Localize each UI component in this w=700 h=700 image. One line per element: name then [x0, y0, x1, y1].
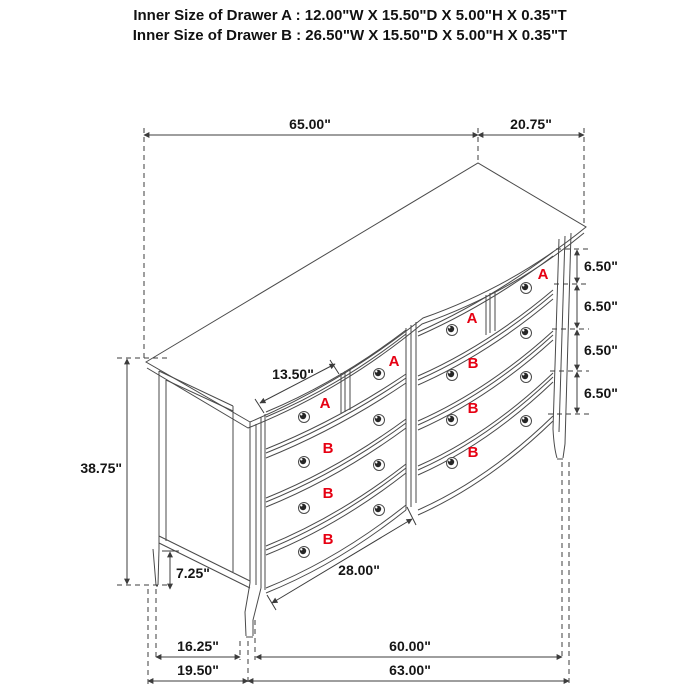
dim-width-overall-label: 63.00"	[389, 662, 431, 678]
knob-icon	[374, 460, 385, 471]
dim-top-depth	[478, 116, 584, 135]
dim-drawer-a-width-label: 13.50"	[272, 366, 314, 382]
knob-icon	[374, 505, 385, 516]
dresser-top-surface	[146, 163, 586, 428]
front-right-corner-post	[553, 233, 571, 459]
knob-icon	[447, 325, 458, 336]
knob-icon	[521, 328, 532, 339]
drawer-b-label: B	[467, 400, 479, 417]
drawer-a-label: A	[319, 395, 331, 412]
dim-drawer-height-label: 6.50"	[584, 258, 618, 274]
center-divider	[406, 322, 416, 510]
knob-icon	[521, 416, 532, 427]
drawer-a-label: A	[466, 310, 478, 327]
dim-depth-overall-label: 19.50"	[177, 662, 219, 678]
dim-drawer-heights	[548, 249, 618, 414]
knob-icon	[299, 412, 310, 423]
knob-icon	[447, 415, 458, 426]
dim-top-width-label: 65.00"	[289, 116, 331, 132]
front-left-corner-post	[250, 414, 265, 590]
drawer-b-label: B	[467, 444, 479, 461]
dim-drawer-height-label: 6.50"	[584, 298, 618, 314]
front-left-leg	[245, 583, 261, 637]
dim-depth-overall	[148, 662, 248, 681]
dim-depth-inner	[156, 638, 240, 657]
drawer-a-label: A	[388, 353, 400, 370]
drawer-b-label: B	[467, 355, 479, 372]
knob-icon	[374, 369, 385, 380]
dim-overall-height	[80, 358, 168, 585]
knob-icon	[299, 457, 310, 468]
knob-icon	[447, 458, 458, 469]
knob-icon	[299, 547, 310, 558]
dim-width-inner	[256, 638, 562, 657]
dim-overall-height-label: 38.75"	[80, 460, 122, 476]
knob-icon	[521, 372, 532, 383]
drawer-b-label: B	[322, 485, 334, 502]
knob-icon	[299, 503, 310, 514]
drawer-b-label: B	[322, 440, 334, 457]
knob-icon	[374, 415, 385, 426]
dim-drawer-b-width	[267, 507, 416, 610]
dim-drawer-height-label: 6.50"	[584, 342, 618, 358]
dim-drawer-height-label: 6.50"	[584, 385, 618, 401]
knob-icon	[447, 370, 458, 381]
drawer-b-inner-size-text: Inner Size of Drawer B : 26.50"W X 15.50"D X 5.00"H X 0.35"T	[132, 27, 568, 44]
knob-icon	[521, 283, 532, 294]
dim-width-inner-label: 60.00"	[389, 638, 431, 654]
drawer-b-label: B	[322, 531, 334, 548]
back-left-leg	[153, 549, 159, 586]
dim-depth-inner-label: 16.25"	[177, 638, 219, 654]
dim-drawer-b-width-label: 28.00"	[338, 562, 380, 578]
drawer-a-inner-size-text: Inner Size of Drawer A : 12.00"W X 15.50"D X 5.00"H X 0.35"T	[133, 7, 567, 24]
drawer-a-label: A	[537, 266, 549, 283]
dim-top-depth-label: 20.75"	[510, 116, 552, 132]
dim-width-overall	[248, 662, 569, 681]
dim-leg-height-label: 7.25"	[176, 565, 210, 581]
